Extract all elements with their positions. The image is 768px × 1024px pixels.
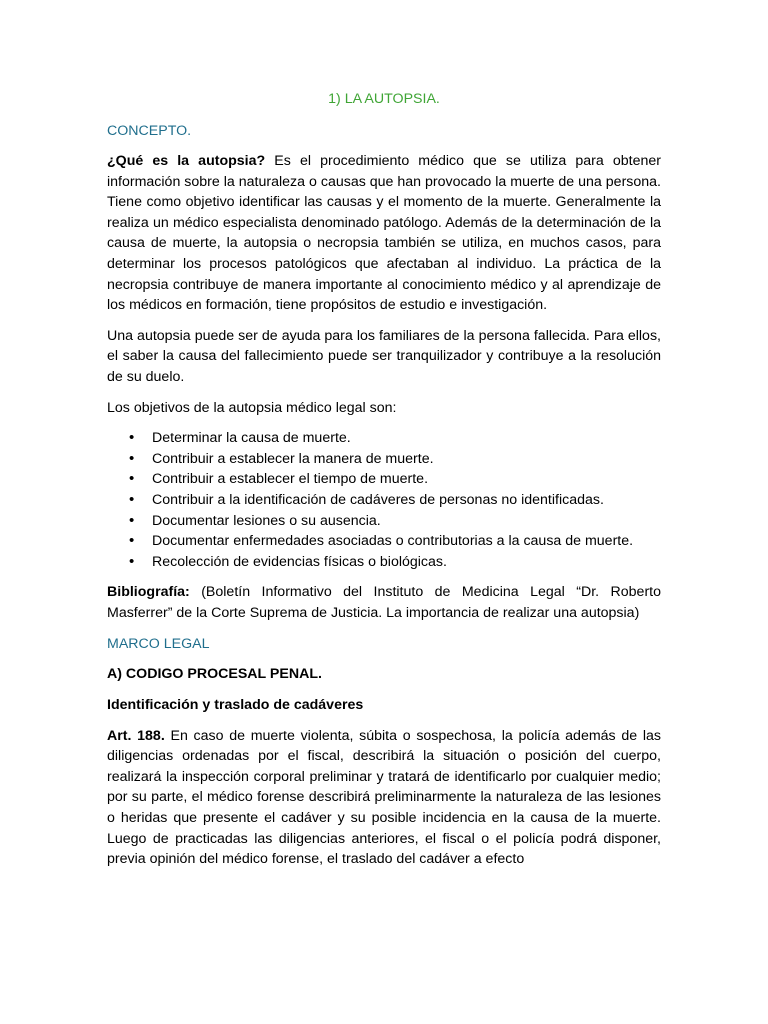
article-text: En caso de muerte violenta, súbita o sospechosa, la policía además de las diligencias ordenadas por el fiscal, describirá la situación o posición del cuerpo, realizará la inspección corporal preliminar y tratará de identificarlo por cualquier medio; por su parte, el médico forense describirá preliminarmente la naturaleza de las lesiones o heridas que presente el cadáver y su posible incidencia en la causa de la muerte. Luego de practicadas las diligencias anteriores, el fiscal o el policía podrá disponer, previa opinión del médico forense, el traslado del cadáver a efecto <box>107 727 661 868</box>
article-paragraph <box>107 726 661 870</box>
family-paragraph: Una autopsia puede ser de ayuda para los familiares de la persona fallecida. Para ellos, el saber la causa del fallecimiento puede ser tranquilizador y contribuye a la resolución de su duelo. <box>107 327 661 385</box>
list-item <box>107 490 661 511</box>
list-item-text: Documentar lesiones o su ausencia. <box>152 512 381 529</box>
list-item <box>107 469 661 490</box>
bullet-icon: • <box>129 511 135 529</box>
bullet-icon: • <box>129 490 135 508</box>
bibliography-text: (Boletín Informativo del Instituto de Medicina Legal “Dr. Roberto Masferrer” de la Corte Suprema de Justicia. La importancia de realizar una autopsia) <box>107 584 661 621</box>
list-item <box>107 449 661 470</box>
list-item-text: Contribuir a establecer la manera de muerte. <box>152 450 434 467</box>
list-item <box>107 552 661 573</box>
bullet-icon: • <box>129 429 135 447</box>
definition-text: Es el procedimiento médico que se utiliza para obtener información sobre la naturaleza o causas que han provocado la muerte de una persona. Tiene como objetivo identificar las causas y el momento de la muerte. Generalmente la realiza un médico especialista denominado patólogo. Además de la determinación de la causa de muerte, la autopsia o necropsia también se utiliza, en muchos casos, para determinar los procesos patológicos que afectaban al individuo. La práctica de la necropsia contribuye de manera importante al conocimiento médico y al aprendizaje de los médicos en formación, tiene propósitos de estudio e investigación. <box>107 153 661 314</box>
list-item-text: Contribuir a establecer el tiempo de muerte. <box>152 471 429 488</box>
bullet-icon: • <box>129 470 135 488</box>
subheading: Identificación y traslado de cadáveres <box>107 697 364 714</box>
legal-heading: MARCO LEGAL <box>107 636 210 653</box>
list-item <box>107 511 661 532</box>
bullet-icon: • <box>129 552 135 570</box>
objectives-intro: Los objetivos de la autopsia médico legal son: <box>107 399 397 416</box>
question-label: ¿Qué es la autopsia? <box>107 153 266 169</box>
list-item-text: Determinar la causa de muerte. <box>152 430 351 447</box>
document-page <box>107 88 661 880</box>
bibliography-paragraph <box>107 582 661 623</box>
objectives-list <box>107 428 661 572</box>
definition-paragraph <box>107 151 661 316</box>
list-item-text: Documentar enfermedades asociadas o contributorias a la causa de muerte. <box>152 533 634 550</box>
list-item-text: Recolección de evidencias físicas o biológicas. <box>152 553 447 570</box>
document-title: 1) LA AUTOPSIA. <box>328 91 440 107</box>
bullet-icon: • <box>129 532 135 550</box>
bullet-icon: • <box>129 449 135 467</box>
list-item <box>107 428 661 449</box>
bibliography-label: Bibliografía: <box>107 584 190 601</box>
list-item-text: Contribuir a la identificación de cadáveres de personas no identificadas. <box>152 491 604 508</box>
article-label: Art. 188. <box>107 727 165 744</box>
list-item <box>107 531 661 552</box>
concept-heading: CONCEPTO. <box>107 123 192 139</box>
code-heading: A) CODIGO PROCESAL PENAL. <box>107 666 322 683</box>
